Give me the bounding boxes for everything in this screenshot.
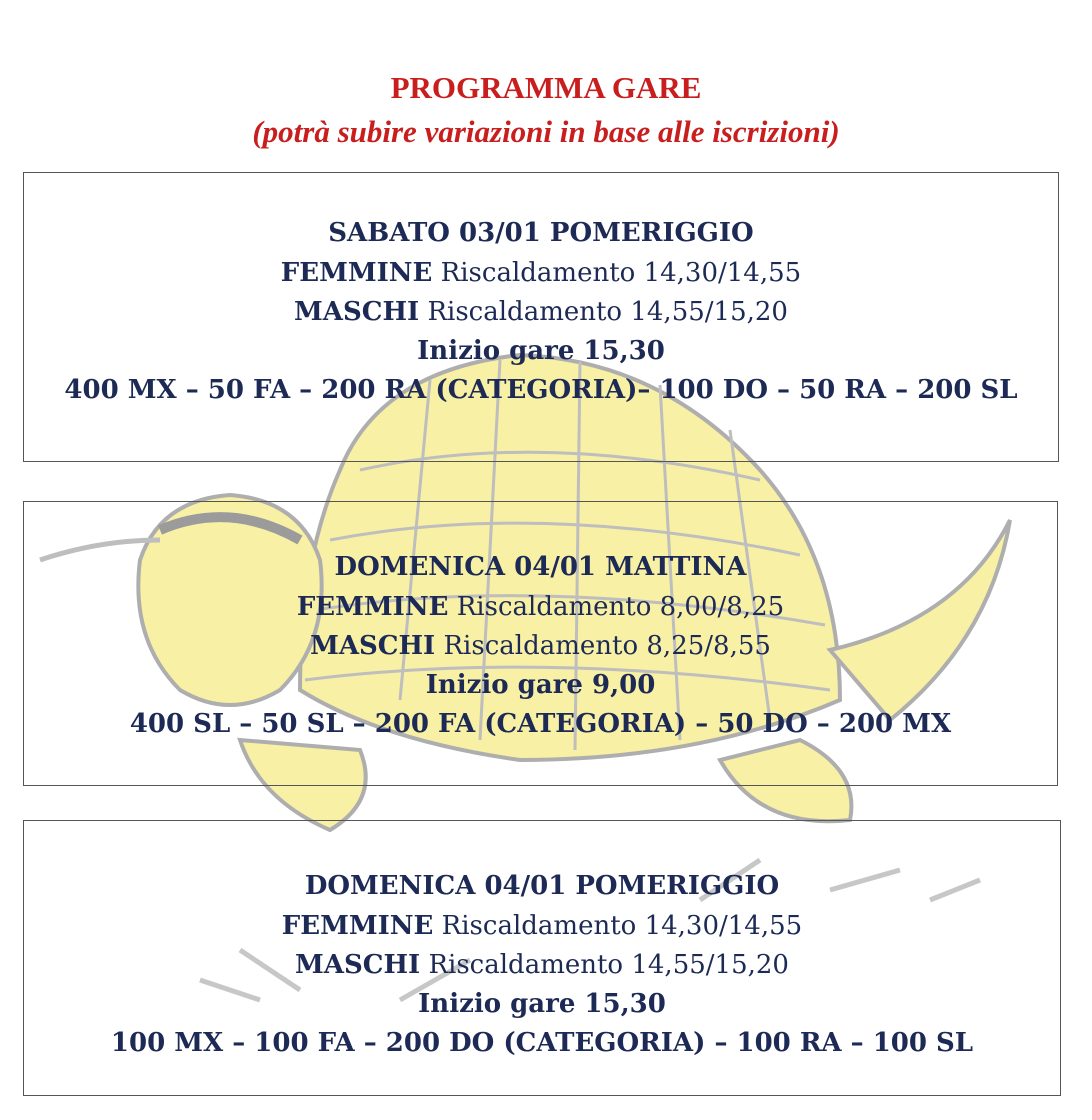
event-list: 100 MX – 100 FA – 200 DO (CATEGORIA) – 100 RA – 100 SL: [110, 1028, 974, 1058]
female-warmup-line: [24, 907, 1060, 946]
page-title: PROGRAMMA GARE: [390, 70, 702, 105]
female-label: FEMMINE: [281, 911, 434, 941]
female-label: FEMMINE: [280, 258, 433, 288]
female-label: FEMMINE: [296, 592, 449, 622]
race-start-time: Inizio gare 9,00: [425, 670, 656, 700]
female-warmup-line: [24, 254, 1058, 293]
female-warmup-line: [24, 588, 1057, 627]
male-warmup-line: [24, 627, 1057, 666]
session-heading: DOMENICA 04/01 POMERIGGIO: [304, 871, 780, 901]
event-list: 400 MX – 50 FA – 200 RA (CATEGORIA)– 100 DO – 50 RA – 200 SL: [64, 375, 1018, 405]
male-warmup-line: [24, 293, 1058, 332]
session-box-sunday-afternoon: [23, 820, 1061, 1096]
session-heading: DOMENICA 04/01 MATTINA: [334, 552, 747, 582]
female-warmup-time: Riscaldamento 14,30/14,55: [441, 911, 803, 941]
male-label: MASCHI: [310, 631, 436, 661]
session-box-saturday-afternoon: [23, 172, 1059, 462]
male-label: MASCHI: [295, 950, 421, 980]
male-warmup-time: Riscaldamento 14,55/15,20: [427, 297, 788, 327]
male-warmup-time: Riscaldamento 8,25/8,55: [443, 631, 771, 661]
session-box-sunday-morning: [23, 501, 1058, 786]
female-warmup-time: Riscaldamento 14,30/14,55: [440, 258, 802, 288]
program-header: [0, 66, 1092, 154]
page-subtitle: (potrà subire variazioni in base alle iscrizioni): [252, 114, 840, 149]
female-warmup-time: Riscaldamento 8,00/8,25: [456, 592, 785, 622]
male-warmup-time: Riscaldamento 14,55/15,20: [428, 950, 789, 980]
session-heading: SABATO 03/01 POMERIGGIO: [328, 218, 754, 248]
race-start-time: Inizio gare 15,30: [417, 336, 665, 366]
male-label: MASCHI: [294, 297, 420, 327]
male-warmup-line: [24, 946, 1060, 985]
race-start-time: Inizio gare 15,30: [418, 989, 666, 1019]
event-list: 400 SL – 50 SL – 200 FA (CATEGORIA) – 50 DO – 200 MX: [129, 709, 952, 739]
